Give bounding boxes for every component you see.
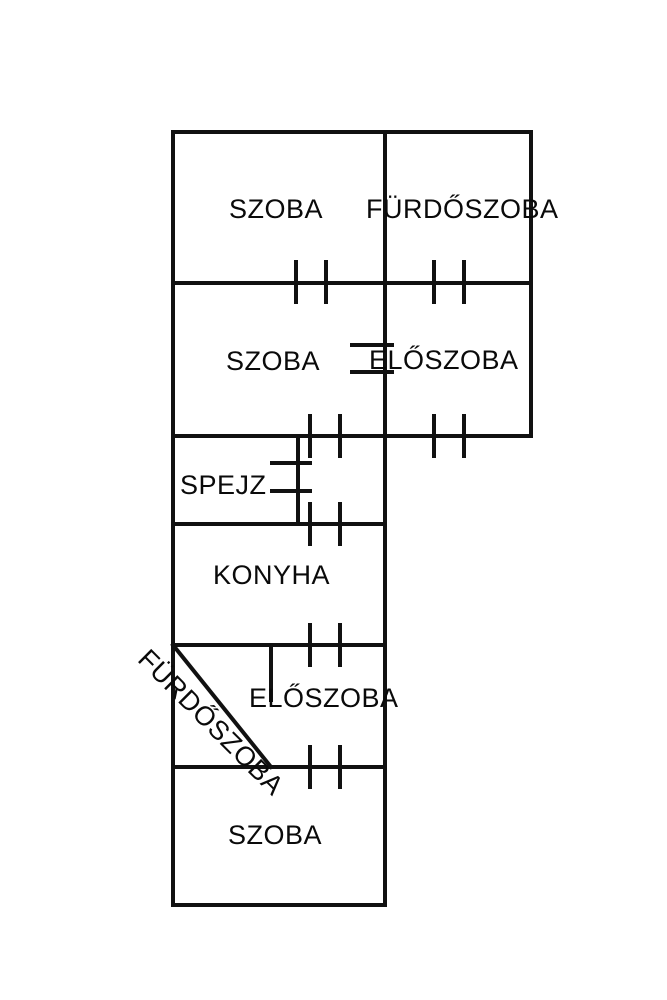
room-label-furdoszoba-diagonal: FÜRDŐSZOBA [132, 643, 290, 801]
room-label-eloszoba-lower: ELŐSZOBA [249, 683, 399, 713]
room-label-szoba-bottom: SZOBA [228, 820, 323, 850]
room-label-konyha: KONYHA [213, 560, 331, 590]
room-label-szoba-second: SZOBA [226, 346, 321, 376]
room-label-eloszoba-upper: ELŐSZOBA [369, 345, 519, 375]
room-label-szoba-top: SZOBA [229, 194, 324, 224]
room-label-furdoszoba-top: FÜRDŐSZOBA [366, 194, 559, 224]
room-label-spejz: SPEJZ [180, 470, 267, 500]
